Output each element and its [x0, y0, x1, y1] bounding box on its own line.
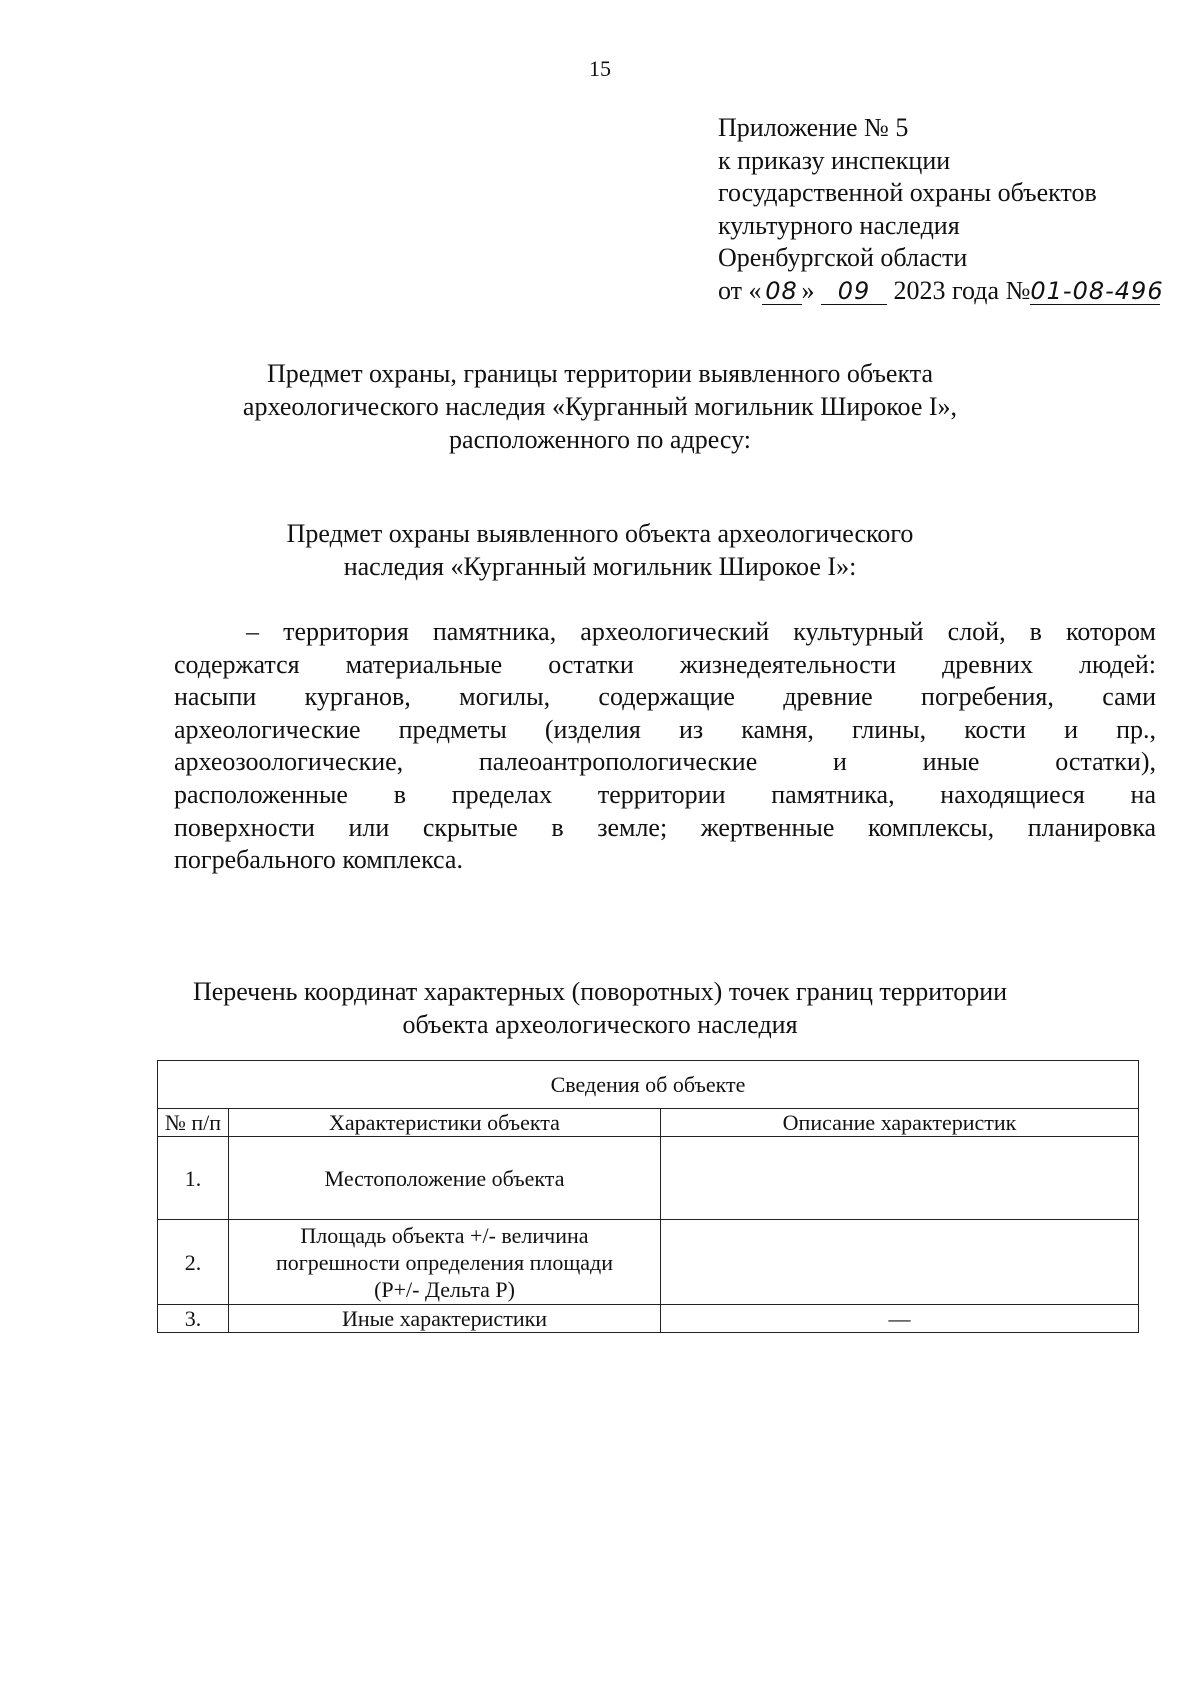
paragraph-line: археозоологические, палеоантропологические и иные остатки),: [174, 747, 1156, 777]
appendix-authority: государственной охраны объектов: [718, 178, 1097, 207]
row-description: —: [661, 1305, 1139, 1333]
date-day-close: »: [801, 275, 815, 305]
appendix-title: Приложение № 5: [718, 113, 909, 142]
page-number: 15: [589, 56, 611, 81]
date-year: 2023 года №: [893, 275, 1031, 305]
protection-subject-subheading: [120, 517, 1080, 583]
table-row: [158, 1137, 1139, 1220]
row-number: 1.: [158, 1137, 229, 1220]
table-row: [158, 1305, 1139, 1333]
date-prefix: от «: [718, 275, 762, 305]
col-header-characteristics: Характеристики объекта: [229, 1109, 661, 1137]
appendix-order-ref: к приказу инспекции: [718, 145, 951, 175]
appendix-date-line: [718, 275, 1188, 308]
paragraph-line: археологические предметы (изделия из камня, глины, кости и пр.,: [174, 714, 1156, 744]
object-info-table: [157, 1060, 1139, 1333]
cell-line: Местоположение объекта: [324, 1165, 565, 1191]
table-caption-row: [158, 1061, 1139, 1109]
table-caption: Сведения об объекте: [158, 1061, 1139, 1109]
handwritten-day: 08: [762, 278, 802, 305]
row-description: [661, 1137, 1139, 1220]
table-header-row: [158, 1109, 1139, 1137]
row-characteristic: [229, 1305, 661, 1333]
row-number: 2.: [158, 1220, 229, 1305]
paragraph-line: расположенные в пределах территории памятника, находящиеся на: [174, 779, 1156, 809]
paragraph-line: насыпи курганов, могилы, содержащие древние погребения, сами: [174, 682, 1156, 712]
row-description: [661, 1220, 1139, 1305]
cell-line: погрешности определения площади: [275, 1249, 613, 1275]
heading-line: Предмет охраны выявленного объекта археологического: [286, 519, 914, 548]
protection-subject-heading: [120, 357, 1080, 456]
cell-line: (P+/- Дельта P): [374, 1276, 515, 1302]
row-characteristic: [229, 1137, 661, 1220]
paragraph-line: погребального комплекса.: [174, 845, 463, 875]
row-number: 3.: [158, 1305, 229, 1333]
appendix-region: Оренбургской области: [718, 243, 968, 272]
paragraph-line: поверхности или скрытые в земле; жертвенные комплексы, планировка: [174, 812, 1156, 842]
heading-line: Предмет охраны, границы территории выявленного объекта: [267, 359, 933, 388]
handwritten-order-number: 01-08-496: [1030, 276, 1164, 305]
protection-subject-description: [174, 616, 1156, 877]
appendix-header: [718, 112, 1188, 307]
row-characteristic: [229, 1220, 661, 1305]
coordinates-list-heading: [120, 975, 1080, 1041]
handwritten-month: 09: [821, 278, 887, 305]
appendix-heritage: культурного наследия: [718, 210, 960, 240]
heading-line: наследия «Курганный могильник Широкое I»:: [343, 552, 857, 581]
table-row: [158, 1220, 1139, 1305]
cell-line: Площадь объекта +/- величина: [300, 1222, 589, 1248]
col-header-description: Описание характеристик: [661, 1109, 1139, 1137]
heading-line: объекта археологического наследия: [402, 1010, 798, 1039]
cell-line: Иные характеристики: [341, 1306, 548, 1331]
heading-line: археологического наследия «Курганный могильник Широкое I»,: [242, 392, 958, 421]
paragraph-line: – территория памятника, археологический культурный слой, в котором: [246, 617, 1156, 646]
paragraph-line: содержатся материальные остатки жизнедеятельности древних людей:: [174, 649, 1156, 679]
col-header-number: № п/п: [158, 1109, 229, 1137]
heading-line: Перечень координат характерных (поворотных) точек границ территории: [192, 977, 1008, 1006]
heading-line: расположенного по адресу:: [449, 425, 751, 454]
